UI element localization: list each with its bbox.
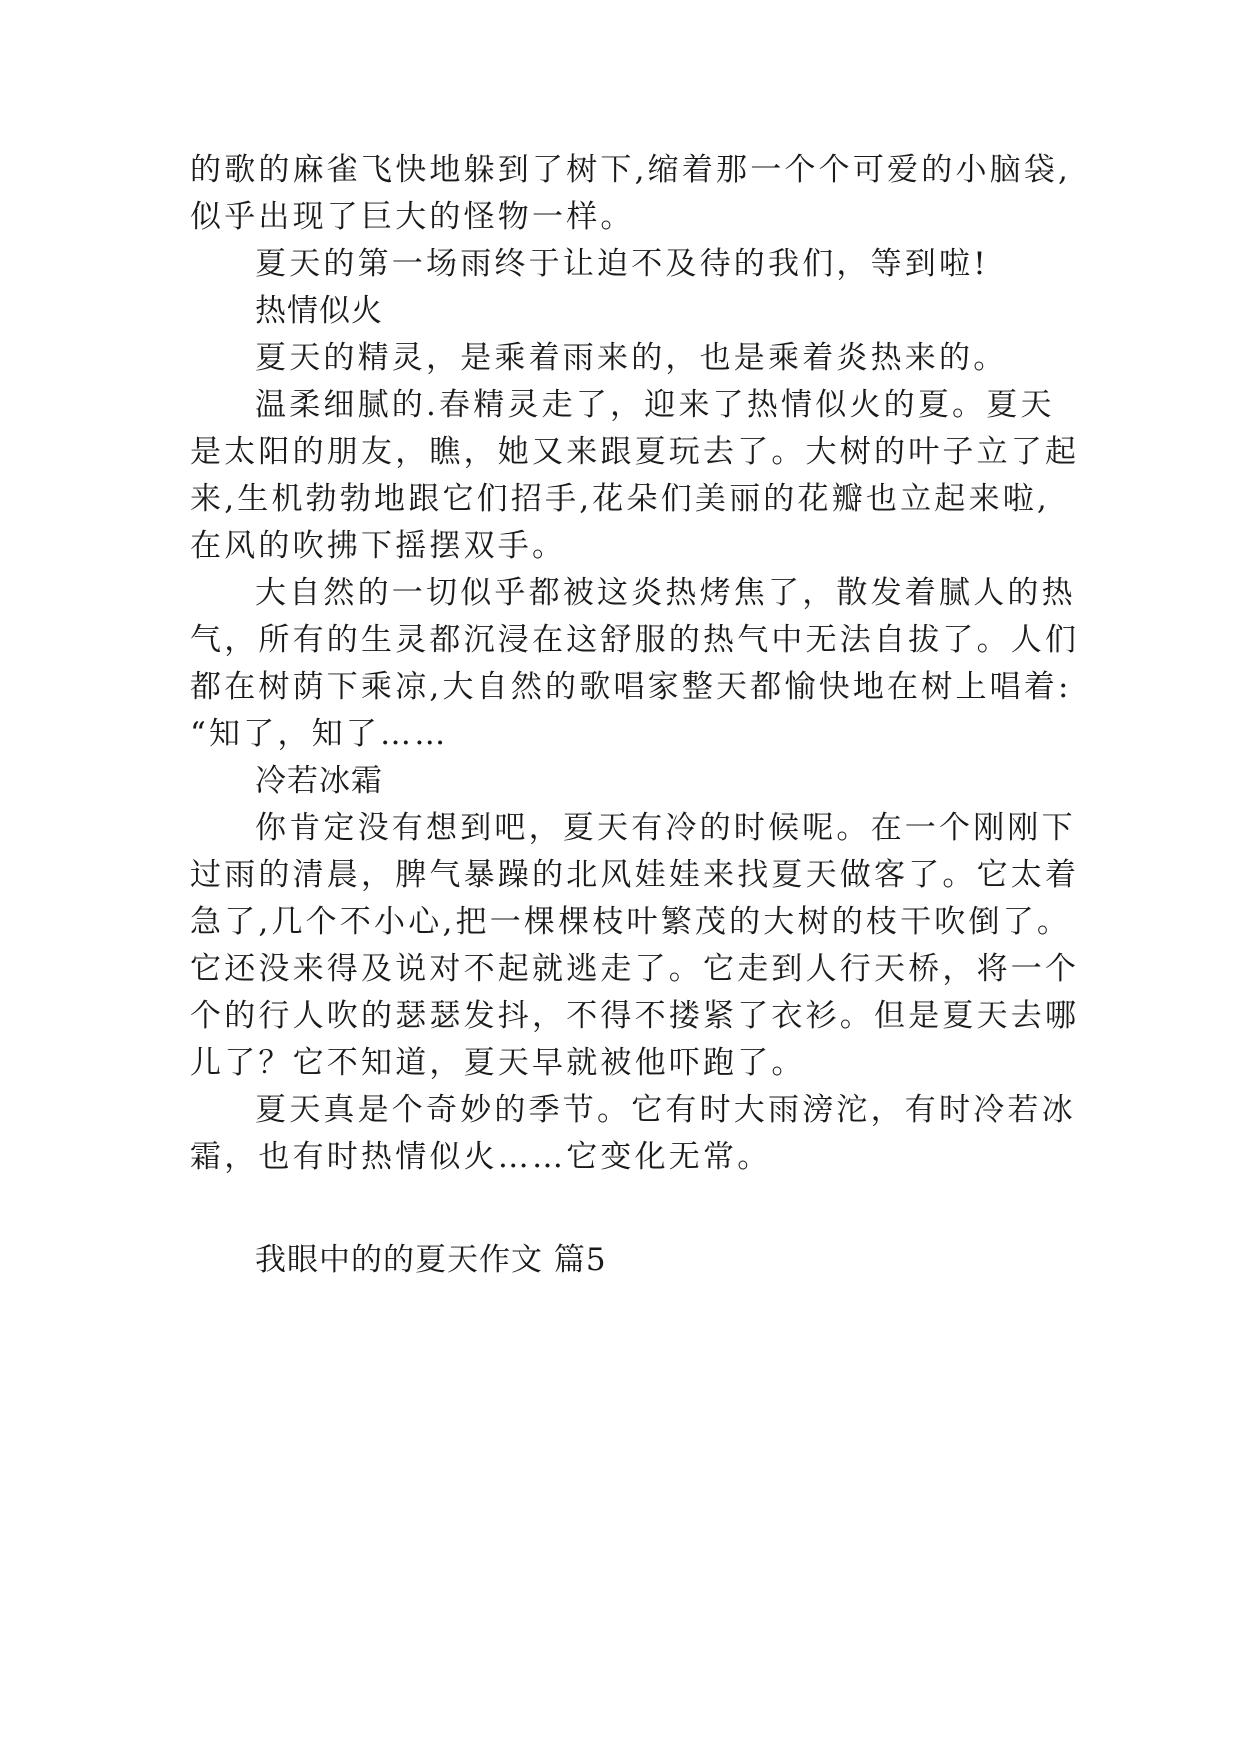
- paragraph-line: 是太阳的朋友，瞧，她又来跟夏玩去了。大树的叶子立了起: [190, 434, 1080, 470]
- paragraph-line: “知了，知了……: [190, 716, 449, 752]
- paragraph-line: 似乎出现了巨大的怪物一样。: [190, 199, 635, 235]
- paragraph-line: 它还没来得及说对不起就逃走了。它走到人行天桥，将一个: [190, 951, 1080, 987]
- paragraph-line: 夏天真是个奇妙的季节。它有时大雨滂沱，有时冷若冰: [255, 1092, 1076, 1128]
- section-heading: 冷若冰霜: [255, 763, 383, 799]
- paragraph-line: 急了,几个不小心,把一棵棵枝叶繁茂的大树的枝干吹倒了。: [190, 904, 1072, 940]
- paragraph-line: 夏天的第一场雨终于让迫不及待的我们，等到啦!: [255, 246, 989, 282]
- paragraph-line: 都在树荫下乘凉,大自然的歌唱家整天都愉快地在树上唱着:: [190, 669, 1072, 705]
- paragraph-line: 你肯定没有想到吧，夏天有冷的时候呢。在一个刚刚下: [255, 810, 1076, 846]
- paragraph-line: 夏天的精灵，是乘着雨来的，也是乘着炎热来的。: [255, 340, 1008, 376]
- paragraph-line: 的歌的麻雀飞快地躲到了树下,缩着那一个个可爱的小脑袋,: [190, 152, 1072, 188]
- paragraph-line: 气，所有的生灵都沉浸在这舒服的热气中无法自拔了。人们: [190, 622, 1080, 658]
- paragraph-line: 大自然的一切似乎都被这炎热烤焦了，散发着腻人的热: [255, 575, 1076, 611]
- paragraph-line: 在风的吹拂下摇摆双手。: [190, 528, 567, 564]
- section-heading: 热情似火: [255, 293, 383, 329]
- paragraph-line: 过雨的清晨，脾气暴躁的北风娃娃来找夏天做客了。它太着: [190, 857, 1080, 893]
- paragraph-line: 个的行人吹的瑟瑟发抖，不得不搂紧了衣衫。但是夏天去哪: [190, 998, 1080, 1034]
- paragraph-line: 温柔细腻的.春精灵走了，迎来了热情似火的夏。夏天: [255, 387, 1055, 423]
- paragraph-line: 来,生机勃勃地跟它们招手,花朵们美丽的花瓣也立起来啦,: [190, 481, 1050, 517]
- paragraph-line: 霜，也有时热情似火……它变化无常。: [190, 1139, 772, 1175]
- article-title: 我眼中的的夏天作文 篇5: [255, 1242, 607, 1278]
- paragraph-line: 儿了？它不知道，夏天早就被他吓跑了。: [190, 1045, 806, 1081]
